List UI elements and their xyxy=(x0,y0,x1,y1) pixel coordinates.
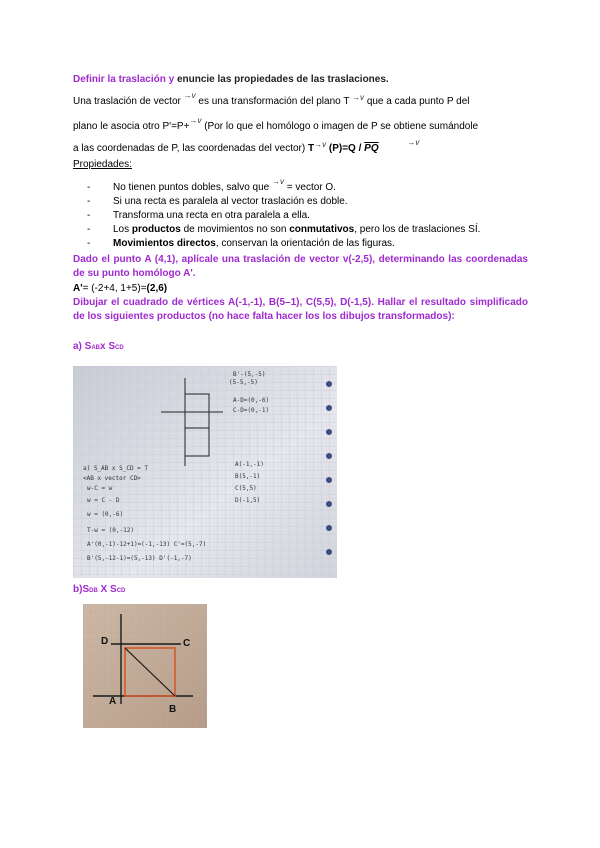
svg-text:C-D=(0,-1): C-D=(0,-1) xyxy=(233,407,270,414)
vector-v-symbol: →v xyxy=(183,91,196,100)
property-item-4: - Los productos de movimientos no son conmutativos, pero los de traslaciones SÍ. xyxy=(87,224,481,235)
notebook-photo-a xyxy=(73,366,337,578)
svg-text:C(5,5): C(5,5) xyxy=(235,485,257,492)
svg-text:B'(5,-12-1)=(5,-13) D'(-1,-7): B'(5,-12-1)=(5,-13) D'(-1,-7) xyxy=(87,555,192,562)
svg-text:w = C - D: w = C - D xyxy=(87,497,120,504)
definition-line-1: Una traslación de vector $^{\to v}$ es una transformación del plano T $^{\to v}$ que a cada punto P del xyxy=(73,91,470,107)
property-item-2: - Si una recta es paralela al vector traslación es doble. xyxy=(87,196,348,207)
properties-heading: Propiedades: xyxy=(73,159,132,170)
svg-text:B(5,-1): B(5,-1) xyxy=(235,473,261,480)
property-item-5: - Movimientos directos, conservan la orientación de las figuras. xyxy=(87,238,395,249)
svg-text:D(-1,5): D(-1,5) xyxy=(235,497,261,504)
grid-paper-drawing-a xyxy=(73,366,337,578)
exercise-1-prompt: Dado el punto A (4,1), aplícale una traslación de vector v(-2,5), determinando las coordenadas de su punto homólogo A'. xyxy=(73,254,528,279)
svg-text:w = (0,-6): w = (0,-6) xyxy=(87,511,124,518)
definition-line-2: plano le asocia otro P'=P+$^{\to v}$ (Por lo que el homólogo o imagen de P se obtiene sumándole xyxy=(73,116,479,132)
grid-paper-drawing-b xyxy=(83,604,207,728)
svg-text:w-C = w: w-C = w xyxy=(87,485,113,492)
svg-text:B'-(5,-5): B'-(5,-5) xyxy=(233,371,266,378)
property-item-3: - Transforma una recta en otra paralela a ella. xyxy=(87,210,310,221)
svg-text:<AB x vector CD>: <AB x vector CD> xyxy=(83,475,141,482)
svg-text:(5-5,-5): (5-5,-5) xyxy=(229,379,258,386)
svg-text:a) S_AB x S_CD = T: a) S_AB x S_CD = T xyxy=(83,465,149,472)
svg-text:A(-1,-1): A(-1,-1) xyxy=(235,461,264,468)
svg-text:A'(0,-1)-12+1)=(-1,-13) C'=(5: A'(0,-1)-12+1)=(-1,-13) C'=(5,-7) xyxy=(87,541,207,548)
svg-text:A-D=(0,-6): A-D=(0,-6) xyxy=(233,397,270,404)
exercise-1-answer: A'= (-2+4, 1+5)=(2,6) xyxy=(73,283,168,294)
svg-text:T-w = (0,-12): T-w = (0,-12) xyxy=(87,527,134,534)
svg-text:D: D xyxy=(101,636,109,647)
exercise-2-prompt: Dibujar el cuadrado de vértices A(-1,-1), B(5–1), C(5,5), D(-1,5). Hallar el resultado simplificado de los siguientes productos (no hace falta hacer los los dibujos transformados): xyxy=(73,297,528,322)
part-b-label: b)SDB X SCD xyxy=(73,584,126,595)
notebook-photo-b xyxy=(83,604,207,728)
property-item-1: - No tienen puntos dobles, salvo que $^{\to v}$ = vector O. xyxy=(87,177,336,193)
definition-line-3: a las coordenadas de P, las coordenadas del vector) $T^{\to v}$ $(P)=Q / \overline{PQ}$ $^{\to v}$ xyxy=(73,138,420,154)
part-a-label: a) SABx SCD xyxy=(73,341,124,352)
svg-text:B: B xyxy=(169,704,177,715)
svg-text:A: A xyxy=(109,696,117,707)
svg-text:C: C xyxy=(183,638,191,649)
heading-definition: Definir la traslación y enuncie las propiedades de las traslaciones. xyxy=(73,74,389,85)
